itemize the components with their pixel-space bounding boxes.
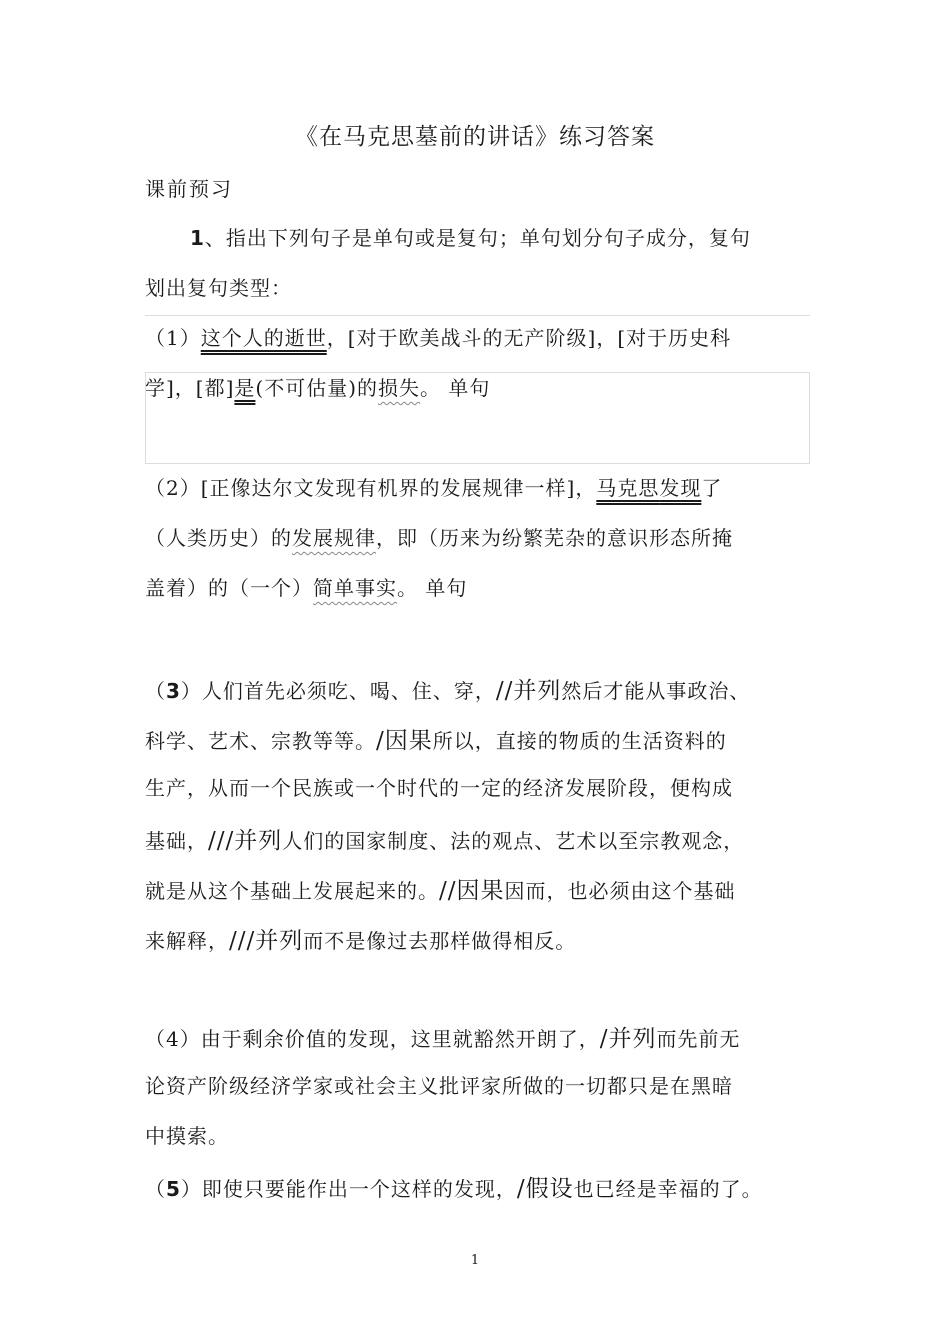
sentence-1-line-1: （1）这个人的逝世，[对于欧美战斗的无产阶级]，[对于历史科 <box>145 326 732 350</box>
sentence-2-line-3: 盖着）的（一个）简单事实。 单句 <box>145 576 468 600</box>
sentence-2-line-2: （人类历史）的发展规律，即（历来为纷繁芜杂的意识形态所掩 <box>145 526 733 550</box>
clause-relation-mark: ///并列 <box>229 928 304 954</box>
object-wavy: 损失 <box>378 376 421 400</box>
question-1-line-2: 划出复句类型： <box>145 276 292 300</box>
sentence-1-line-2: 学]，[都]是(不可估量)的损失。 单句 <box>145 376 491 400</box>
object-wavy: 发展规律 <box>292 526 376 550</box>
subject-underline: 这个人的逝世 <box>200 326 327 350</box>
clause-relation-mark: /假设 <box>516 1176 574 1202</box>
sentence-3-line-1: （3）人们首先必须吃、喝、住、穿，//并列然后才能从事政治、 <box>145 678 751 704</box>
sentence-2-line-1: （2）[正像达尔文发现有机界的发展规律一样]，马克思发现了 <box>145 476 723 500</box>
clause-relation-mark: /并列 <box>599 1026 657 1052</box>
sentence-3-line-4: 基础，///并列人们的国家制度、法的观点、艺术以至宗教观念， <box>145 828 745 854</box>
subject-underline: 马克思 <box>596 476 660 500</box>
question-number: 1 <box>190 226 205 250</box>
sentence-3-line-3: 生产，从而一个民族或一个时代的一定的经济发展阶段，便构成 <box>145 776 733 800</box>
clause-relation-mark: //因果 <box>439 878 505 904</box>
sentence-4-line-3: 中摸索。 <box>145 1124 229 1148</box>
object-wavy: 简单事实 <box>313 576 397 600</box>
table-rule <box>145 315 810 316</box>
verb-underline: 是 <box>234 376 256 400</box>
sentence-4-line-1: （4）由于剩余价值的发现，这里就豁然开朗了，/并列而先前无 <box>145 1026 741 1052</box>
page-title: 《在马克思墓前的讲话》练习答案 <box>295 124 655 150</box>
question-1-line <box>190 222 751 251</box>
verb-underline: 发现 <box>659 476 702 500</box>
sentence-3-line-6: 来解释，///并列而不是像过去那样做得相反。 <box>145 928 577 954</box>
section-heading: 课前预习 <box>145 177 233 201</box>
clause-relation-mark: /因果 <box>376 728 433 754</box>
sentence-5-line-1: （5）即使只要能作出一个这样的发现，/假设也已经是幸福的了。 <box>145 1176 763 1202</box>
sentence-3-line-5: 就是从这个基础上发展起来的。//因果因而，也必须由这个基础 <box>145 878 736 904</box>
sentence-4-line-2: 论资产阶级经济学家或社会主义批评家所做的一切都只是在黑暗 <box>145 1074 733 1098</box>
clause-relation-mark: ///并列 <box>208 828 283 854</box>
page-number: 1 <box>470 1253 480 1268</box>
clause-relation-mark: //并列 <box>495 678 562 704</box>
sentence-3-line-2: 科学、艺术、宗教等等。/因果所以，直接的物质的生活资料的 <box>145 728 727 754</box>
question-text: 、指出下列句子是单句或是复句；单句划分句子成分，复句 <box>204 226 751 250</box>
